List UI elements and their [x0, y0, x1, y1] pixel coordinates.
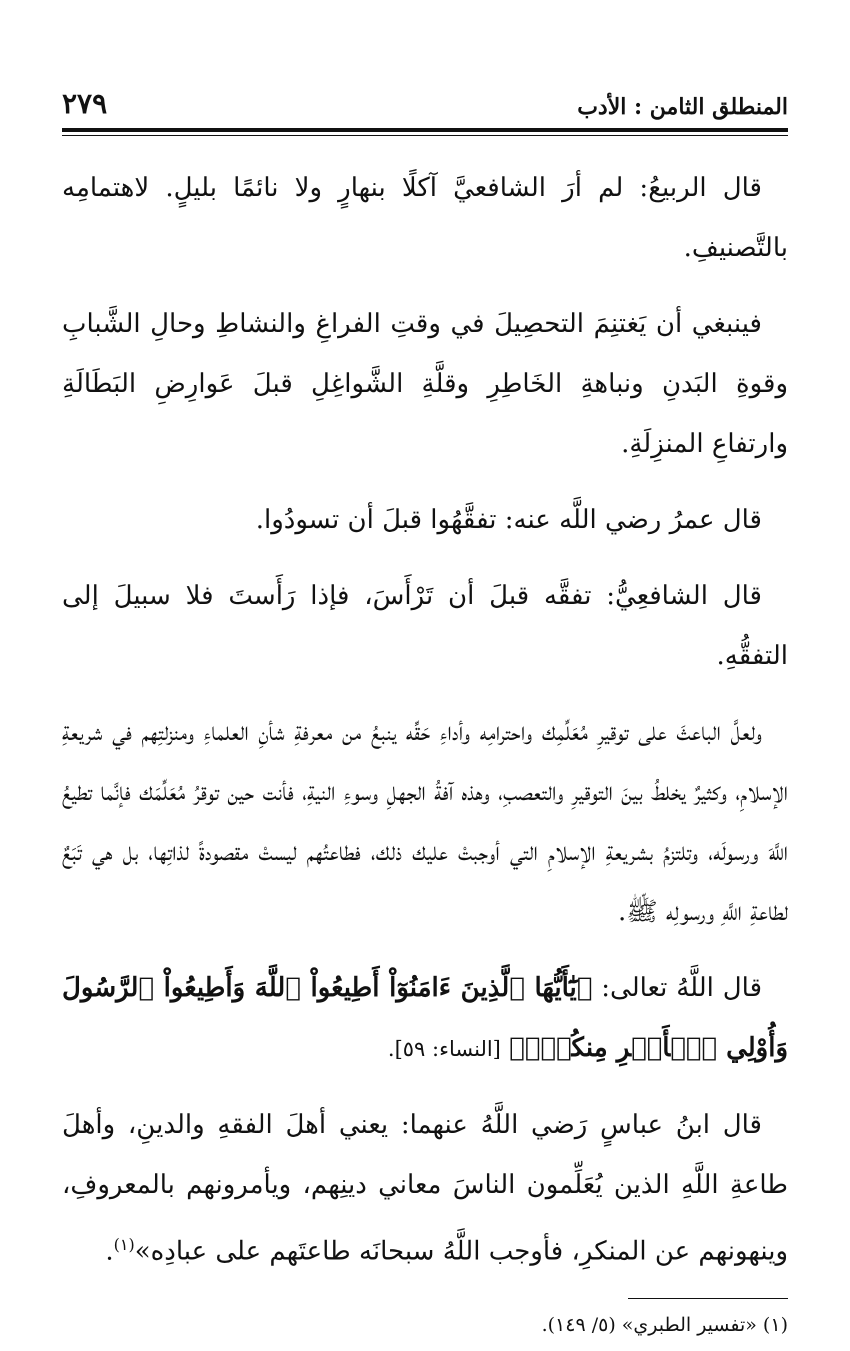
footnote-rule [628, 1298, 788, 1299]
header-rule-thick [62, 128, 788, 132]
header-rule-thin [62, 135, 788, 136]
verse-intro: قال اللَّهُ تعالى: [601, 973, 762, 1003]
page-body [62, 158, 788, 1282]
running-title: المنطلق الثامن : الأدب [577, 94, 788, 120]
book-page [62, 70, 788, 1343]
closing-paragraph-text: قال ابنُ عباسٍ رَضي اللَّهُ عنهما: يعني أهلَ الفقهِ والدينِ، وأهلَ طاعةِ اللَّهِ الذين يُعَلِّمون الناسَ معاني دينِهم، ويأمرونهم بالمعروفِ، وينهونهم عن المنكرِ، فأوجب اللَّهُ سبحانَه طاعتَهم على عبادِه» [62, 1110, 788, 1267]
paragraph: قال الربيعُ: لم أرَ الشافعيَّ آكلًا بنهارٍ ولا نائمًا بليلٍ. لاهتمامِه بالتَّصنيفِ. [62, 173, 788, 263]
paragraph: قال ابنُ عباسٍ رَضي اللَّهُ عنهما: يعني أهلَ الفقهِ والدينِ، وأهلَ طاعةِ اللَّهِ الذين يُعَلِّمون الناسَ معاني دينِهم، ويأمرونهم بالمعروفِ، وينهونهم عن المنكرِ، فأوجب اللَّهُ سبحانَه طاعتَهم على عبادِه»$^{(١)}$. [62, 1110, 788, 1267]
page-header [62, 70, 788, 120]
verse-paragraph [62, 958, 788, 1079]
paragraph: فينبغي أن يَغتنِمَ التحصِيلَ في وقتِ الفراغِ والنشاطِ وحالِ الشَّبابِ وقوةِ البَدنِ ونباهةِ الخَاطِرِ وقلَّةِ الشَّواغِلِ قبلَ عَوارِضِ البَطَالَةِ وارتفاعِ المنزِلَةِ. [62, 309, 788, 459]
paragraph: قال عمرُ رضي اللَّه عنه: تفقَّهُوا قبلَ أن تسودُوا. [255, 505, 762, 535]
paragraph: ولعلَّ الباعثَ على توقيرِ مُعَلِّمِك واحترامِه وأداءِ حَقِّه ينبعُ من معرفةِ شأنِ العلماءِ ومنزلتِهم في شريعةِ الإسلامِ، وكثيرٌ يخلطُ بينَ التوقيرِ والتعصبِ، وهذه آفةُ الجهلِ وسوءِ النيةِ، فأنت حين توقرُ مُعَلِّمَك فإنَّما تطيعُ اللَّهَ ورسولَه، وتلتزمُ بشريعةِ الإسلامِ التي أوجبتْ عليك ذلك، فطاعتُهم ليستْ مقصودةً لذاتِها، بل هي تَبَعٌ لطاعةِ اللَّهِ ورسولِه ﷺ. [62, 717, 788, 927]
paragraph: قال الشافعِيُّ: تفقَّه قبلَ أن تَرْأَسَ، فإذا رَأَستَ فلا سبيلَ إلى التفقُّهِ. [62, 581, 788, 671]
quran-verse: ﴿يَٰٓأَيُّهَا ٱلَّذِينَ ءَامَنُوٓاْ أَطِيعُواْ ٱللَّهَ وَأَطِيعُواْ ٱلرَّسُولَ وَأُوْلِي ٱلۡأَمۡرِ مِنكُمۡۖ﴾ [62, 973, 788, 1063]
page-number: ٢٧٩ [62, 87, 108, 120]
verse-reference: [النساء: ٥٩]. [387, 1037, 501, 1061]
footnote-marker: (١) [113, 1235, 135, 1254]
footnote: (١) «تفسير الطبري» (٥/ ١٤٩). [541, 1313, 788, 1336]
